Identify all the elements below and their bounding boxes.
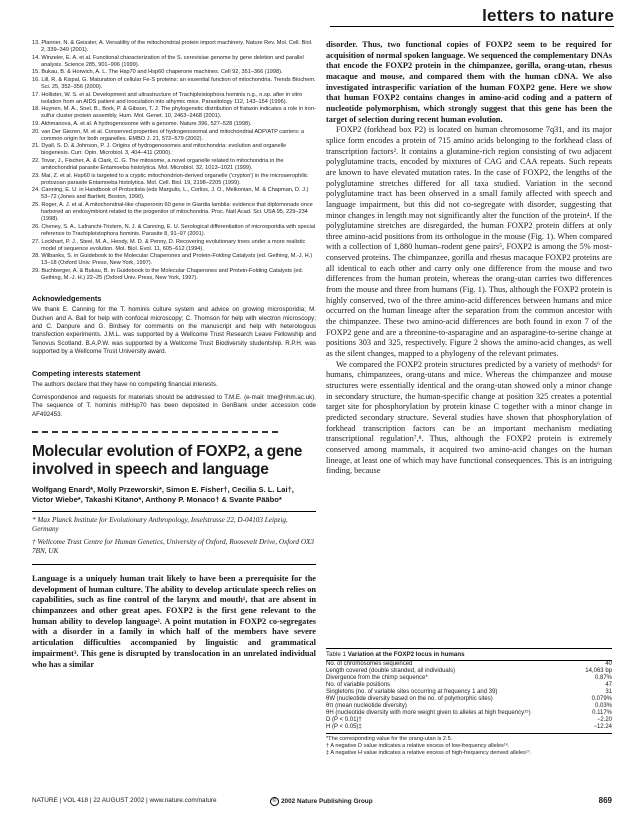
reference-item: 15. Bukau, B. & Horwich, A. L. The Hsp70 and Hsp60 chaperone machines. Cell 92, 351–366 (1998). bbox=[32, 69, 283, 76]
table-row bbox=[326, 689, 612, 696]
reference-item: 24. Canning, E. U. in Handbook of Protoctista (eds Margulis, L., Corliss, J. O., Melkonian, M. & Chapman, D. J.) 53–72 (Jones and Bartlett, Boston, 1990). bbox=[32, 187, 309, 201]
row-label: Singletons (no. of variable sites occurring at frequency 1 and 39) bbox=[326, 689, 498, 695]
copyright-icon: © bbox=[270, 797, 279, 806]
article-authors: Wolfgang Enard*, Molly Przeworski*, Simon E. Fisher†, Cecilia S. L. Lai†, Victor Wiebe*, Takashi Kitano*, Anthony P. Monaco† & Svante Pääbo* bbox=[32, 485, 294, 505]
reference-item: 29. Buchberger, A. & Bukau, B. in Guidebook to the Molecular Chaperones and Protein-Folding Catalysts (ed. Gething, M.-J. H.) 22–25 (Oxford Univ. Press, New York, 1997). bbox=[32, 267, 304, 281]
row-value: 0.079% bbox=[591, 696, 612, 702]
table-row bbox=[326, 675, 612, 682]
table-row bbox=[326, 710, 612, 717]
article-title: Molecular evolution of FOXP2, a gene involved in speech and language bbox=[32, 443, 303, 479]
row-label: θW (nucleotide diversity based on the no. of polymorphic sites) bbox=[326, 696, 493, 702]
reference-item: 26. Cheney, S. A., Lafranchi-Tristem, N. J. & Canning, E. U. Serological differentiation of microsporidia with special reference to Trachipleistophora hominis. Parasite 8, 91–97 (2001). bbox=[32, 223, 316, 237]
table-caption bbox=[326, 648, 612, 661]
affiliations bbox=[32, 511, 316, 565]
table-1 bbox=[326, 648, 612, 757]
table-row bbox=[326, 717, 612, 724]
row-label: No. of variable positions bbox=[326, 682, 391, 688]
table-title: Variation at the FOXP2 locus in humans bbox=[347, 651, 465, 658]
body-paragraph-1: FOXP2 (forkhead box P2) is located on human chromosome 7q31, and its major splice form encodes a protein of 715 amino acids belonging to the forkhead class of transcription factors². It contains a glutamine-rich region consisting of two adjacent polyglutamine tracts, encoded by mixtures of CAG and CAA repeats. Such repeats are known to have elevated mutation rates. In the case of FOXP2, the lengths of the polyglutamine stretches differed for all taxa studied. Variation in the second polyglutamine tract has been observed in a small family affected with speech and language impairment, but this did not co-segregate with disorder, suggesting that minor changes in length may not significantly alter the function of the protein⁴. If the polyglutamine stretches are disregarded, the human FOXP2 protein differs at only three amino-acid positions from its orthologue in the mouse (Fig. 1). When compared with a collection of 1,880 human–rodent gene pairs⁵, FOXP2 is among the 5% most-conserved proteins. The chimpanzee, gorilla and rhesus macaque FOXP2 proteins are all identical to each other and carry only one difference from the mouse and two differences from the human protein, whereas the orang-utan carries two differences from the mouse and three from humans (Fig. 1). Thus, although the FOXP2 protein is highly conserved, two of the three amino-acid differences between humans and mice occurred on the human lineage after the separation from the common ancestor with the chimpanzee. These two amino-acid differences are both found in exon 7 of the FOXP2 gene and are a threonine-to-asparagine and an asparagine-to-serine change at positions 303 and 325, respectively. Figure 2 shows the amino-acid changes, as well as the silent changes, mapped to a phylogeny of the relevant primates. bbox=[326, 125, 612, 359]
table-row bbox=[326, 724, 612, 731]
table-note: *The corresponding value for the orang-utan is 2.5. bbox=[326, 736, 453, 742]
acknowledgements-heading: Acknowledgements bbox=[32, 294, 102, 304]
abstract-continued: disorder. Thus, two functional copies of FOXP2 seem to be required for acquisition of normal spoken language. We sequenced the complementary DNAs that encode the FOXP2 protein in the chimpanzee, gorilla, orang-utan, rhesus macaque and mouse, and compared them with the human cDNA. We also investigated intraspecific variation of the human FOXP2 gene. Here we show that human FOXP2 contains changes in amino-acid coding and a pattern of nucleotide polymorphism, which strongly suggest that this gene has been the target of selection during recent human evolution. bbox=[326, 40, 612, 124]
reference-item: 18. Huynen, M. A., Snel, B., Bork, P. & Gibson, T. J. The phylogenetic distribution of frataxin indicates a role in iron-sulfur cluster protein assembly. Hum. Mol. Genet. 10, 2463–2468 (2001). bbox=[32, 106, 316, 120]
copyright bbox=[270, 797, 373, 806]
reference-item: 23. Mai, Z. et al. Hsp60 is targeted to a cryptic mitochondrion-derived organelle ('crypton') in the microaerophilic protozoan parasite Entamoeba histolytica. Mol. Cell. Biol. 19, 2198–2205 (1999). bbox=[32, 172, 308, 186]
table-note: † A negative D value indicates a relative excess of low-frequency alleles¹⁶. bbox=[326, 743, 510, 749]
reference-item: 25. Roger, A. J. et al. A mitochondrial-like chaperonin 60 gene in Giardia lamblia: evidence that diplomonads once harbored an endosymbiont related to the progenitor of mitochondria. Proc. Natl Acad. Sci. USA 95, 229–234 (1998). bbox=[32, 202, 313, 223]
running-header bbox=[0, 0, 642, 30]
row-value: −2.20 bbox=[596, 717, 612, 723]
reference-item: 13. Planner, N. & Geissler, A. Versatility of the mitochondrial protein import machinery. Nature Rev. Mol. Cell. Biol. 2, 339–349 (2001). bbox=[32, 40, 313, 54]
row-label: θπ (mean nucleotide diversity) bbox=[326, 703, 407, 709]
row-value: 0.03% bbox=[594, 703, 612, 709]
affiliation-2: † Wellcome Trust Centre for Human Genetics, University of Oxford, Roosevelt Drive, Oxford OX3 7BN, UK bbox=[32, 537, 314, 555]
table-row bbox=[326, 703, 612, 710]
reference-item: 21. Dyall, S. D. & Johnson, P. J. Origins of hydrogenosomes and mitochondria: evolution and organelle biogenesis. Curr. Opin. Microbiol. 3, 404–411 (2000). bbox=[32, 143, 287, 157]
row-label: D (P < 0.01)† bbox=[326, 717, 362, 723]
row-label: Divergence from the chimp sequence* bbox=[326, 675, 428, 681]
table-row bbox=[326, 661, 612, 668]
row-label: No. of chromosomes sequenced bbox=[326, 661, 413, 667]
section-title: letters to nature bbox=[482, 6, 614, 25]
table-notes bbox=[326, 733, 612, 757]
row-value: 40 bbox=[605, 661, 612, 667]
table-label: Table 1 bbox=[326, 651, 346, 658]
table-body bbox=[326, 661, 612, 731]
table-row bbox=[326, 668, 612, 675]
row-label: θH (nucleotide diversity with more weight given to alleles at high frequency¹⁵) bbox=[326, 710, 531, 716]
row-label: Length covered (double stranded, all individuals) bbox=[326, 668, 456, 674]
competing-interests-heading: Competing interests statement bbox=[32, 368, 141, 378]
copyright-text: 2002 Nature Publishing Group bbox=[281, 798, 373, 806]
row-value: 31 bbox=[605, 689, 612, 695]
reference-item: 19. Akhmanova, A. et al. A hydrogenosome with a genome. Nature 396, 527–528 (1998). bbox=[32, 121, 252, 128]
journal-info: NATURE | VOL 418 | 22 AUGUST 2002 | www.nature.com/nature bbox=[32, 797, 217, 804]
reference-item: 20. van Der Giezen, M. et al. Conserved properties of hydrogenosomal and mitochondrial ADP/ATP carriers: a common origin for both organelles. EMBO J. 21, 572–579 (2002). bbox=[32, 128, 305, 142]
acknowledgements-text: We thank E. Canning for the T. hominis culture system and advice on growing microsporidia; M. Duchen and A. Ball for help with confocal microscopy; C. Thomson for help with electron microscopy; and C. Danpure and G. Birdsey for comments on the manuscript and help with heterologous transfection experiments. J.M.L. was supported by a Wellcome Trust Research Leave Fellowship and Tenovus Scotland. B.A.P.W. was supported by a Wellcome Trust Biodiversity studentship. R.P.H. was supported by a Wellcome Trust University award. bbox=[32, 306, 316, 356]
reference-item: 17. Hollister, W. S. et al. Development and ultrastructure of Trachipleistophora hominis n.g., n.sp. after in vitro isolation from an AIDS patient and inoculation into athymic mice. Parasitology 112, 143–154 (1996). bbox=[32, 91, 303, 105]
affiliation-1: * Max Planck Institute for Evolutionary Anthropology, Inselstrasse 22, D-04103 Leipzig, Germany bbox=[32, 516, 288, 534]
reference-item: 22. Tovar, J., Fischer, A. & Clark, C. G. The mitosome, a novel organelle related to mitochondria in the amitochondrial parasite Entamoeba histolytica. Mol. Microbiol. 32, 1013–1021 (1999). bbox=[32, 158, 284, 172]
row-value: 47 bbox=[605, 682, 612, 688]
article-divider bbox=[32, 431, 278, 433]
table-note: ‡ A negative H value indicates a relative excess of high-frequency derived alleles¹⁷. bbox=[326, 750, 532, 756]
row-value: 0.87% bbox=[594, 675, 612, 681]
table-row bbox=[326, 696, 612, 703]
row-label: H (P < 0.05)‡ bbox=[326, 724, 362, 730]
correspondence-text: Correspondence and requests for materials should be addressed to T.M.E. (e-mail: tme@nhm.ac.uk). The sequence of T. hominis mitHsp70 has been deposited in GenBank under accession code AF492453. bbox=[32, 393, 316, 418]
page-number: 869 bbox=[598, 796, 612, 805]
right-column bbox=[326, 40, 612, 477]
row-value: 14,063 bp bbox=[585, 668, 612, 674]
reference-item: 28. Wilbanks, S. in Guidebook to the Molecular Chaperones and Protein-Folding Catalysts (ed. Gething, M.-J. H.) 13–18 (Oxford Univ. Press, New York, 1997). bbox=[32, 253, 313, 267]
body-paragraph-2: We compared the FOXP2 protein structures predicted by a variety of methods⁶ for humans, chimpanzees, orang-utans and mice. Whereas the chimpanzee and mouse structures were essentially identical and the orang-utan showed only a minor change in secondary structure, the human-specific change at position 325 creates a potential target site for phosphorylation by protein kinase C together with a minor change in predicted secondary structure. Several studies have shown that phosphorylation of forkhead transcription factors can be an important mechanism mediating transcriptional regulation⁷,⁸. Thus, although the FOXP2 protein is extremely conserved among mammals, it acquired two amino-acid changes on the human lineage, at least one of which may have functional consequences. This is an intriguing finding, because bbox=[326, 359, 612, 476]
reference-list bbox=[32, 40, 316, 282]
abstract-text: Language is a uniquely human trait likely to have been a prerequisite for the development of human culture. The ability to develop articulate speech relies on capabilities, such as fine control of the larynx and mouth¹, that are absent in chimpanzees and other great apes. FOXP2 is the first gene relevant to the human ability to develop language². A point mutation in FOXP2 co-segregates with a disorder in a family in which half of the members have severe articulation difficulties accompanied by linguistic and grammatical impairment³. This gene is disrupted by translocation in an unrelated individual who has a similar bbox=[32, 573, 316, 669]
reference-item: 16. Lill, R. & Kispal, G. Maturation of cellular Fe-S proteins: an essential function of mitochondria. Trends Biochem. Sci. 25, 352–356 (2000). bbox=[32, 76, 316, 91]
row-value: 0.117% bbox=[592, 710, 612, 716]
reference-item: 27. Lockhart, P. J., Steel, M. A., Hendy, M. D. & Penny, D. Recovering evolutionary trees under a more realistic model of sequence evolution. Mol. Biol. Evol. 11, 605–612 (1994). bbox=[32, 238, 306, 252]
reference-item: 14. Winzeler, E. A. et al. Functional characterization of the S. cerevisiae genome by gene deletion and parallel analysis. Science 285, 901–906 (1999). bbox=[32, 54, 304, 68]
left-column bbox=[32, 40, 316, 670]
row-value: −12.24 bbox=[593, 724, 612, 730]
header-rule bbox=[330, 26, 614, 27]
competing-interests-text: The authors declare that they have no competing financial interests. bbox=[32, 380, 218, 388]
table-row bbox=[326, 682, 612, 689]
